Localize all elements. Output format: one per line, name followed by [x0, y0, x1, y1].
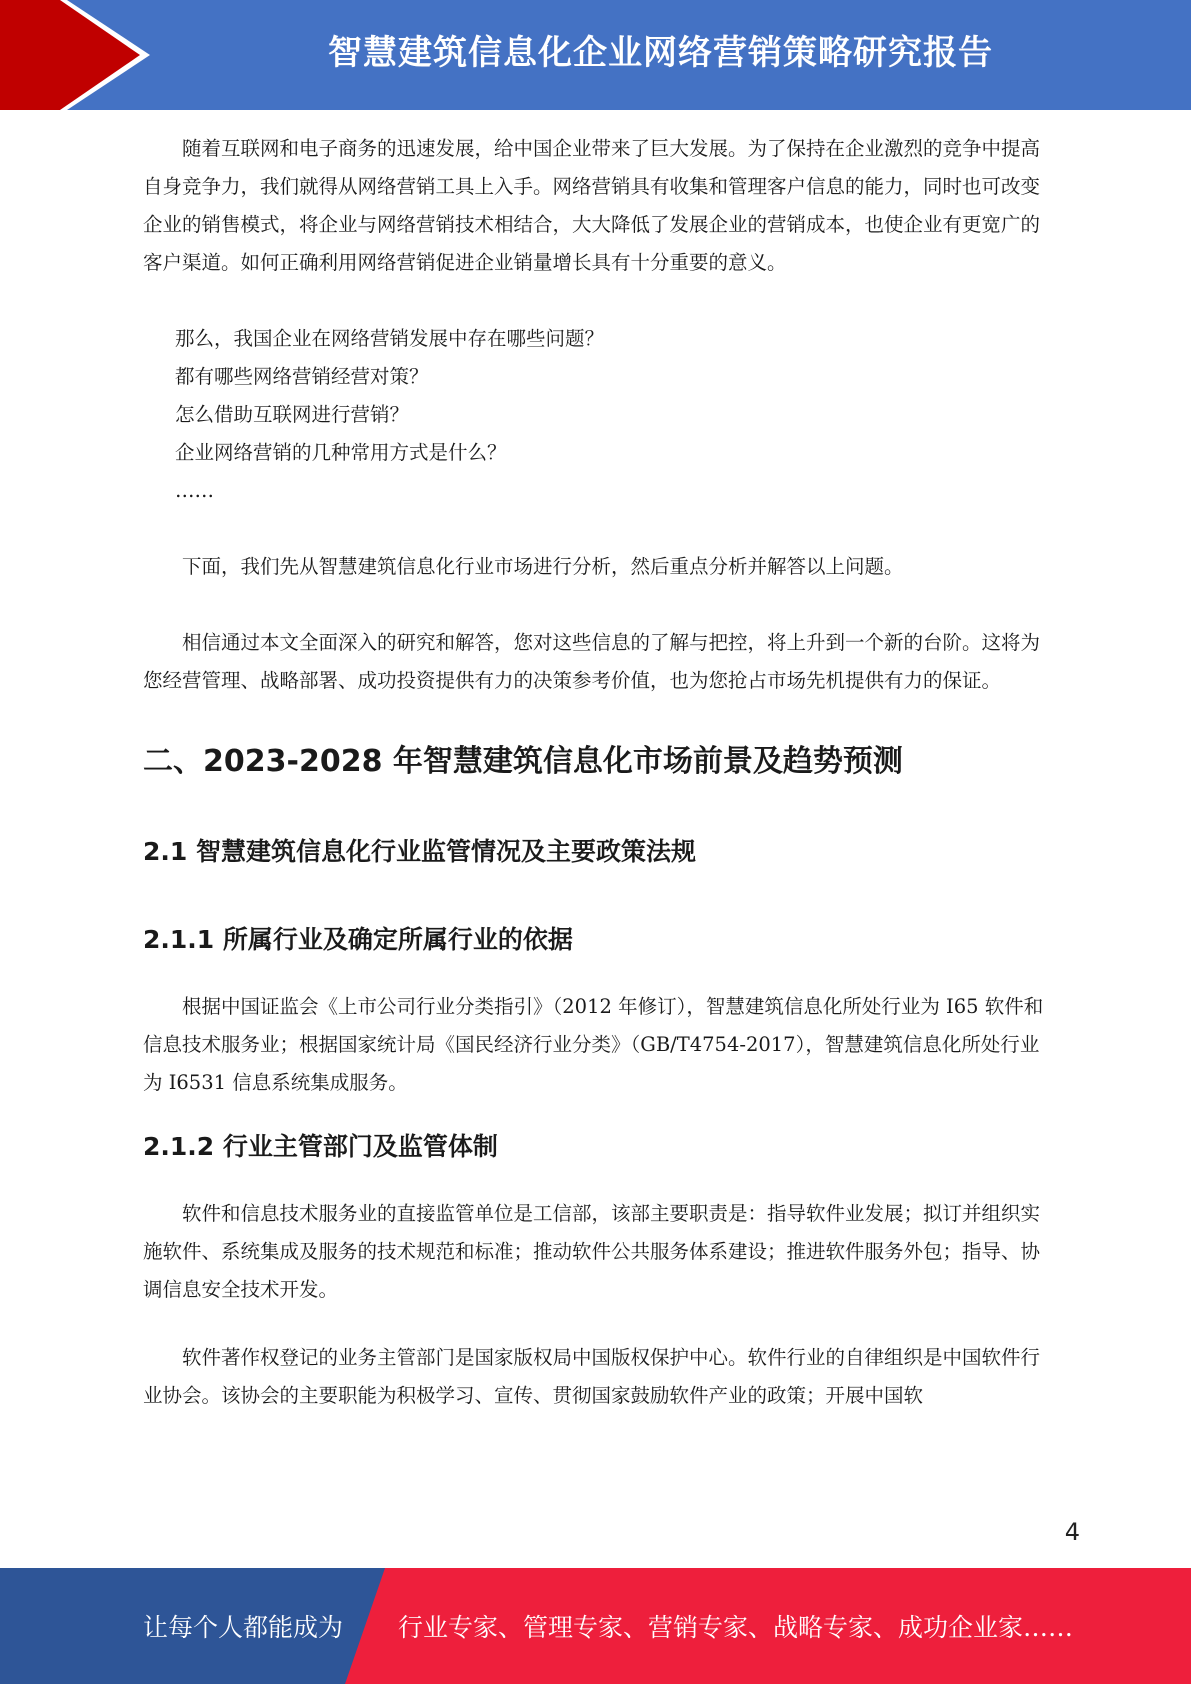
- section-2-1-2-paragraph-1: 软件和信息技术服务业的直接监管单位是工信部，该部主要职责是：指导软件业发展；拟订并组织实施软件、系统集成及服务的技术规范和标准；推动软件公共服务体系建设；推进软件服务外包；指导、协调信息安全技术开发。: [143, 1202, 1041, 1301]
- question-item: 企业网络营销的几种常用方式是什么？: [175, 441, 507, 464]
- question-ellipsis: ……: [175, 479, 214, 502]
- intro-paragraph-2: 下面，我们先从智慧建筑信息化行业市场进行分析，然后重点分析并解答以上问题。: [182, 555, 904, 578]
- question-item: 都有哪些网络营销经营对策？: [175, 365, 429, 388]
- question-item: 怎么借助互联网进行营销？: [175, 403, 410, 426]
- intro-question-list: [143, 320, 1048, 510]
- section-2-1-heading: 2.1 智慧建筑信息化行业监管情况及主要政策法规: [143, 837, 696, 866]
- report-title: 智慧建筑信息化企业网络营销策略研究报告: [328, 33, 993, 73]
- section-2-1-1-heading: 2.1.1 所属行业及确定所属行业的依据: [143, 925, 573, 954]
- page-number: 4: [1064, 1518, 1080, 1546]
- question-item: 那么，我国企业在网络营销发展中存在哪些问题？: [175, 327, 605, 350]
- document-body: [143, 130, 1048, 1415]
- page-header: [0, 0, 1191, 110]
- footer-slogan-right: 行业专家、管理专家、营销专家、战略专家、成功企业家……: [398, 1613, 1074, 1642]
- intro-paragraph-1: 随着互联网和电子商务的迅速发展，给中国企业带来了巨大发展。为了保持在企业激烈的竞争中提高自身竞争力，我们就得从网络营销工具上入手。网络营销具有收集和管理客户信息的能力，同时也可改变企业的销售模式，将企业与网络营销技术相结合，大大降低了发展企业的营销成本，也使企业有更宽广的客户渠道。如何正确利用网络营销促进企业销量增长具有十分重要的意义。: [143, 137, 1041, 274]
- section-2-1-1-paragraph: 根据中国证监会《上市公司行业分类指引》（2012 年修订），智慧建筑信息化所处行业为 I65 软件和信息技术服务业；根据国家统计局《国民经济行业分类》（GB/T4754-2017），智慧建筑信息化所处行业为 I6531 信息系统集成服务。: [143, 995, 1044, 1094]
- section-2-1-2-heading: 2.1.2 行业主管部门及监管体制: [143, 1132, 498, 1161]
- section-2-1-2-paragraph-2: 软件著作权登记的业务主管部门是国家版权局中国版权保护中心。软件行业的自律组织是中国软件行业协会。该协会的主要职能为积极学习、宣传、贯彻国家鼓励软件产业的政策；开展中国软: [143, 1346, 1041, 1407]
- section-2-heading: 二、2023-2028 年智慧建筑信息化市场前景及趋势预测: [143, 744, 903, 779]
- footer-slogan-left: 让每个人都能成为: [143, 1613, 344, 1642]
- intro-paragraph-3: 相信通过本文全面深入的研究和解答，您对这些信息的了解与把控，将上升到一个新的台阶。这将为您经营管理、战略部署、成功投资提供有力的决策参考价值，也为您抢占市场先机提供有力的保证。: [143, 631, 1041, 692]
- page-footer: [0, 1568, 1191, 1684]
- header-chevron-arrow: [0, 0, 140, 110]
